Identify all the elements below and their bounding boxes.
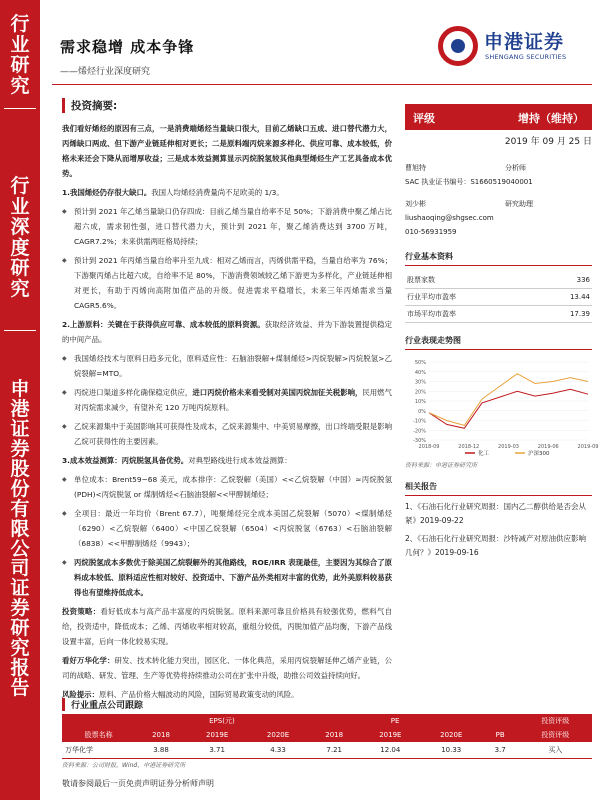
rating-bar: [405, 104, 592, 130]
analyst-name: 曹旭特: [405, 164, 426, 172]
rating-value: 增持（维持）: [518, 112, 584, 125]
table-cell: 3.71: [187, 742, 248, 759]
basics-label: 行业平均市盈率: [405, 289, 534, 306]
x-tick-label: 2018-09: [418, 444, 440, 450]
risk-text: 原料、产品价格大幅波动的风险，国际贸易政策变动的风险。: [98, 690, 299, 699]
sidebar-char: 限: [10, 517, 30, 540]
page-title: 需求稳增 成本争锋: [60, 38, 195, 56]
y-tick-label: -20%: [413, 428, 426, 435]
header-cell: 2018: [135, 728, 186, 742]
sidebar-char: 报: [10, 657, 30, 680]
table-row: [405, 306, 592, 323]
chart-svg: [405, 356, 599, 457]
section-2-title: 2.上游原料：关键在于获得供应可靠、成本较低的原料资源。: [62, 320, 265, 329]
table-header-row: [62, 714, 592, 728]
report-date: 2019 年 09 月 25 日: [504, 137, 592, 147]
bullet-lead: 丙烷进口渠道多样化确保稳定供应，: [74, 388, 193, 397]
analyst-cert: SAC 执业证书编号：S1660519040001: [405, 178, 533, 186]
table-header-row: [62, 728, 592, 742]
table-cell: 3.88: [135, 742, 186, 759]
company-logo: [438, 24, 588, 70]
abstract-lead: 我们看好烯烃的原因有三点，一是消费端烯烃当量缺口很大，目前乙烯缺口五成、进口替代潜力大，丙烯缺口两成、但下游产业链延伸相对更长；二是原料端丙烷来源多样化、供应可靠、成本较低，价格未来还会下降从而增厚收益；三是成本效益测算显示丙烷脱氢较其他典型烯烃生产工艺具备成本优势。: [62, 124, 392, 178]
related-list: [405, 500, 592, 560]
header-divider: [52, 84, 592, 85]
bullet: ◆ 单位成本：Brent59~68 美元，成本排序：乙烷裂解（美国）<<乙烷裂解（中国）≈丙烷脱氢 (PDH)<丙烷脱氢 or 煤制烯烃<石脑油裂解<<甲醇制烯烃；: [62, 472, 392, 502]
sidebar-char: 有: [10, 497, 30, 520]
sidebar-char: 行: [10, 13, 30, 35]
y-tick-label: 50%: [414, 360, 426, 366]
analyst-phone: 010-56931959: [405, 228, 457, 236]
related-report-link[interactable]: 2、《石油石化行业研究周报：沙特减产对原油供应影响几何？》2019-09-16: [405, 534, 587, 557]
page-subtitle: ——烯烃行业深度研究: [60, 67, 151, 77]
target-title: 看好万华化学：: [62, 656, 115, 665]
right-column: [405, 104, 599, 564]
header-cell: 2020E: [248, 728, 309, 742]
bullet: ◆ 预计到 2021 年乙烯当量缺口仍存四成：目前乙烯当量自给率不足 50%；下游消费中聚乙烯占比超六成，需求韧性强，进口替代潜力大，预计到 2021 年，聚乙烯消费达到 3700 万吨，CAGR7.2%；未来供需两旺格局持续；: [62, 204, 392, 249]
table-cell: 7.21: [309, 742, 360, 759]
table-cell: 买入: [519, 742, 592, 759]
table-row: [405, 272, 592, 289]
sidebar-char: 深: [10, 216, 30, 239]
strategy: [62, 604, 392, 649]
section-3: [62, 453, 392, 468]
sidebar-char: 港: [10, 397, 30, 420]
sidebar-char: 究: [10, 74, 30, 97]
header-cell: 2018: [309, 728, 360, 742]
sidebar-char: 司: [10, 557, 30, 580]
table-cell: 3.7: [482, 742, 519, 759]
y-tick-label: 10%: [414, 399, 426, 405]
chart-source: 资料来源：申港证券研究所: [405, 462, 478, 469]
footer-disclaimer: 敬请参阅最后一页免责声明证券分析师声明: [62, 779, 214, 788]
header-cell: 2019E: [187, 728, 248, 742]
section-1-text: 我国人均烯烃消费量尚不足欧美的 1/3。: [151, 188, 284, 197]
header-cell: [482, 714, 519, 728]
sidebar: [0, 0, 40, 800]
table-source: 资料来源：公司财报，Wind，申港证券研究所: [62, 762, 186, 769]
header-cell: 2019E: [360, 728, 421, 742]
section-3-text: 对典型路线进行成本效益测算：: [188, 456, 292, 465]
basics-value: 336: [534, 272, 592, 289]
sidebar-divider: [4, 330, 36, 331]
key-company-table: [62, 714, 592, 759]
sidebar-char: 公: [10, 537, 30, 560]
sidebar-char: 股: [10, 457, 30, 480]
sidebar-char: 度: [10, 236, 30, 259]
bullet: ◆ 预计到 2021 年丙烯当量自给率升至九成：相对乙烯而言，丙烯供需平稳，当量自给率为 76%；下游聚丙烯占比超六成，自给率不足 80%，下游消费领域较乙烯下游更为多样化，产业链延伸相对更长，有助于丙烯向高附加值产品的升级。促进需求平稳增长，未来三年丙烯需求当量 CAGR5.6%。: [62, 253, 392, 313]
legend-label: 化工: [478, 451, 490, 457]
analyst-role: 分析师: [505, 164, 526, 172]
table-cell: 12.04: [360, 742, 421, 759]
sidebar-char: 券: [10, 437, 30, 460]
table-cell: 10.33: [421, 742, 482, 759]
sidebar-char: 份: [10, 477, 30, 500]
sidebar-divider: [4, 108, 36, 109]
basics-table: [405, 272, 592, 323]
related-title: 相关报告: [405, 481, 592, 496]
legend-label: 沪深300: [528, 451, 550, 457]
sidebar-char: 告: [10, 677, 30, 700]
x-tick-label: 2019-06: [537, 444, 559, 450]
table-cell: 4.33: [248, 742, 309, 759]
rating-label: 评级: [413, 112, 435, 125]
abstract-section: [62, 98, 392, 706]
header-cell: 2020E: [421, 728, 482, 742]
logo-icon: [438, 26, 478, 66]
header-cell: 股票名称: [62, 728, 135, 742]
target-text: 研发、技术转化能力突出，园区化、一体化典范，采用丙烷裂解延伸乙烯产业链，公司的战略、研发、管理、生产等优势将持续推动公司在扩张中升级，助推公司效益持续向好。: [62, 656, 392, 680]
y-tick-label: -10%: [413, 418, 426, 425]
analyst-role: 研究助理: [505, 200, 533, 208]
x-tick-label: 2019-09: [577, 444, 599, 450]
section-2: [62, 317, 392, 347]
x-tick-label: 2019-03: [498, 444, 519, 450]
logo-name-en: SHENGANG SECURITIES: [485, 53, 567, 61]
analyst-name: 刘少彬: [405, 200, 426, 208]
analyst-row: [405, 161, 592, 175]
section-2-text: 获取经济效益、并为下游装置提供稳定的中间产品。: [62, 320, 392, 344]
y-tick-label: -30%: [413, 438, 426, 444]
x-tick-label: 2018-12: [458, 444, 480, 450]
chart-title: 行业表现走势图: [405, 335, 592, 350]
table-cell: 万华化学: [62, 742, 135, 759]
header-cell-eps: EPS(元): [135, 714, 308, 728]
sidebar-company-label: [0, 380, 40, 699]
basics-title: 行业基本资料: [405, 251, 592, 266]
strategy-text: 看好低成本与高产品丰富度的丙烷脱氢。原料来源可靠且价格具有较强优势，燃料气自给，投资适中，降低成本；乙烯、丙烯收率相对较高，重组分较低，丙脱加值产品均衡，下游产品线设置丰富，后向一体化较易实现。: [62, 607, 392, 646]
risk-title: 风险提示：: [62, 690, 99, 699]
target: [62, 653, 392, 683]
analyst-row: [405, 197, 592, 211]
bullet: ◆ 丙烷脱氢成本多数优于除美国乙烷裂解外的其他路线，ROE/IRR 表现最佳，主要因为其综合了原料成本较低、原料适应性相对较好、投资适中、下游产品外类相对丰富的优势，此外美原料较易获得也有望维持低成本。: [62, 555, 392, 600]
table-row: [405, 289, 592, 306]
bullet: [62, 385, 392, 415]
strategy-title: 投资策略：: [62, 607, 101, 616]
y-tick-label: 0%: [418, 408, 426, 415]
sidebar-char: 行: [10, 175, 30, 197]
basics-value: 13.44: [534, 289, 592, 306]
related-report-link[interactable]: 1、《石油石化行业研究周报：国内乙二醇供给是否会从紧》2019-09-22: [405, 502, 587, 525]
performance-chart: [405, 356, 599, 457]
abstract-heading: 投资摘要:: [62, 98, 392, 113]
bullet: ◆ 乙烷来源集中于美国影响其可获得性及成本，乙烷来源集中、中美贸易摩擦，出口终端受限是影响乙烷可获得性的主要因素。: [62, 419, 392, 449]
sidebar-char: 券: [10, 597, 30, 620]
sidebar-char: 研: [10, 54, 30, 77]
table-row: [62, 742, 592, 759]
y-tick-label: 20%: [414, 389, 426, 396]
section-3-title: 3.成本效益测算：丙烷脱氢具备优势。: [62, 456, 189, 465]
header-cell: 投资评级: [519, 728, 592, 742]
bullet: ◆ 我国烯烃技术与原料日趋多元化，原料适应性：石脑油裂解+煤制烯烃>丙烷裂解>丙烷脱氢>乙烷裂解=MTO。: [62, 351, 392, 381]
sidebar-top-label: [0, 14, 40, 96]
bullet-tail: 民用燃气对丙烷需求减少，有望补充 120 万吨丙烷原料。: [74, 388, 392, 412]
analyst-info: [405, 161, 592, 239]
bullet-bold: 进口丙烷价格未来看受制对美国丙烷加征关税影响，: [192, 388, 363, 397]
sidebar-char: 业: [10, 33, 30, 56]
sidebar-mid-label: [0, 176, 40, 299]
header-cell: PB: [482, 728, 519, 742]
header-cell-pe: PE: [309, 714, 482, 728]
y-tick-label: 40%: [414, 369, 426, 376]
section-1-title: 1.我国烯烃仍存很大缺口。: [62, 188, 152, 197]
basics-label: 股票家数: [405, 272, 534, 289]
sidebar-char: 研: [10, 617, 30, 640]
sidebar-char: 申: [10, 378, 30, 400]
basics-value: 17.39: [534, 306, 592, 323]
key-table-title: 行业重点公司跟踪: [62, 698, 143, 711]
y-tick-label: 30%: [414, 379, 426, 386]
header-cell: [62, 714, 135, 728]
sidebar-char: 业: [10, 195, 30, 218]
sidebar-char: 究: [10, 637, 30, 660]
logo-name-cn: 申港证券: [484, 31, 565, 53]
basics-label: 市场平均市盈率: [405, 306, 534, 323]
sidebar-char: 究: [10, 277, 30, 300]
sidebar-char: 研: [10, 257, 30, 280]
header-cell: 投资评级: [519, 714, 592, 728]
analyst-email[interactable]: liushaoqing@shgsec.com: [405, 214, 494, 222]
section-1: [62, 185, 392, 200]
sidebar-char: 证: [10, 577, 30, 600]
sidebar-char: 证: [10, 417, 30, 440]
bullet: ◆ 全项目：最近一年均价（Brent 67.7），吨聚烯烃完全成本美国乙烷裂解（5070）<煤制烯烃（6290）<乙烷裂解（6400）<中国乙烷裂解（6504）<丙烷脱氢（6763）<石脑油裂解（6838）<<甲醇制烯烃（9943）；: [62, 506, 392, 551]
